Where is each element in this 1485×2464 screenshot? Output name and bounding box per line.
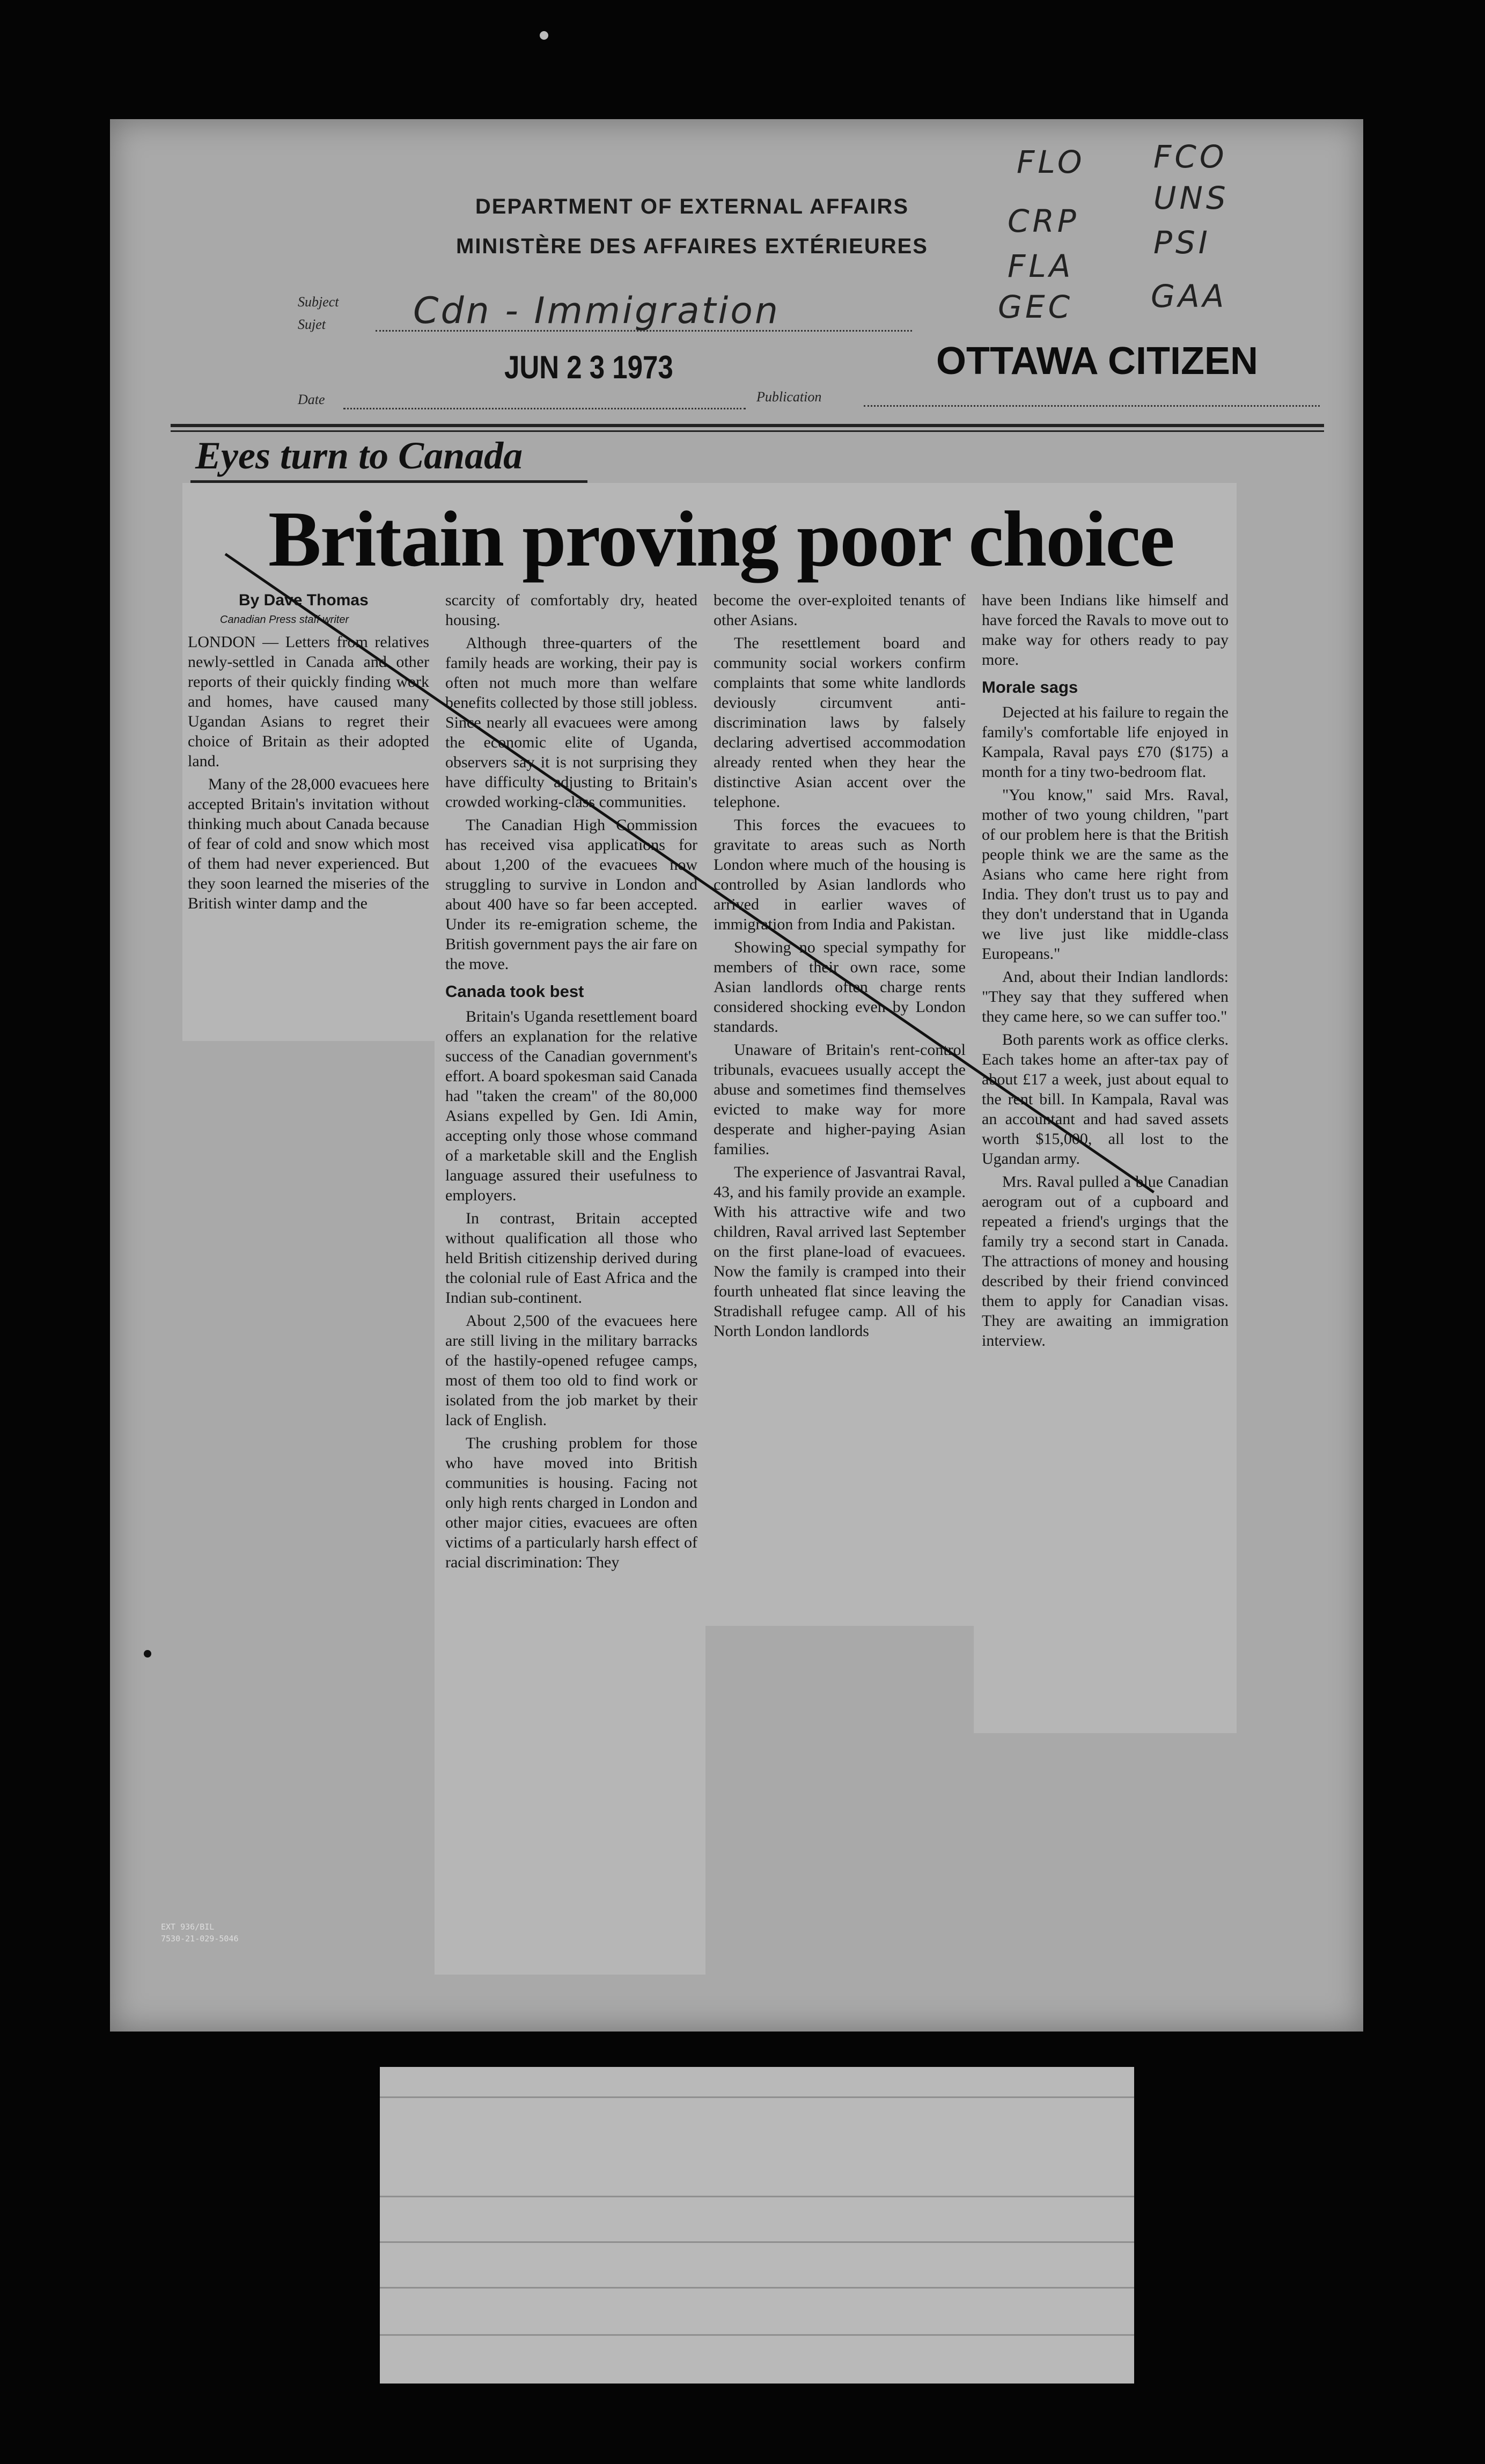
form-code-line: 7530-21-029-5046 [161, 1934, 239, 1944]
date-line [343, 408, 746, 409]
paragraph: The experience of Jasvantrai Raval, 43, and his family provide an example. With his attractive wife and two children, Raval arrived last September on the first plane-load of evacuees. Now the family is cramped into their fourth unheated flat since leaving the Stradishall refugee camp. All of his North London landlords [714, 1163, 966, 1340]
routing-code: PSI [1153, 224, 1211, 261]
header-rule [171, 424, 1324, 427]
paragraph: In contrast, Britain accepted without qualification all those who held British citizenship derived during the colonial rule of East Africa and the Indian sub-continent. [445, 1209, 697, 1307]
form-code-line: EXT 936/BIL [161, 1922, 215, 1932]
form-code [161, 1921, 239, 1945]
publication-stamp: OTTAWA CITIZEN [936, 340, 1258, 383]
card-rule [380, 2196, 1134, 2197]
byline-credit: Canadian Press staff writer [220, 614, 349, 626]
subheading-canada-took-best: Canada took best [445, 982, 584, 1001]
routing-code: CRP [1008, 203, 1079, 239]
paragraph: have been Indians like himself and have forced the Ravals to move out to make way for others ready to pay more. [982, 591, 1229, 669]
paragraph: About 2,500 of the evacuees here are still living in the military barracks of the hastily-opened refugee camps, most of them too old to find work or isolated from the job market by their lack of English. [445, 1312, 697, 1429]
date-label: Date [298, 392, 325, 407]
paragraph: "You know," said Mrs. Raval, mother of two young children, "part of our problem here is that the British people think we are the same as the Asians who came here right from India. They don't trust us to pay and they don't understand that in Uganda we live just like middle-class Europeans." [982, 786, 1229, 963]
paragraph: And, about their Indian landlords: "They say that they suffered when they came here, so we can suffer too." [982, 968, 1229, 1025]
routing-code: GAA [1151, 278, 1227, 314]
article-column-4 [982, 590, 1229, 1354]
article-column-1 [188, 590, 429, 916]
paragraph: Many of the 28,000 evacuees here accepted Britain's invitation without thinking much about Canada because of fear of cold and snow which most of them had never experienced. But they soon learned the miseries of the British winter damp and the [188, 775, 429, 912]
paragraph: Showing no special sympathy for members of their own race, some Asian landlords often charge rents considered shocking even by London standards. [714, 938, 966, 1036]
publication-line [864, 405, 1320, 407]
byline: By Dave Thomas [239, 591, 369, 609]
paragraph: become the over-exploited tenants of other Asians. [714, 591, 966, 629]
article-column-2 [445, 590, 697, 1575]
publication-label: Publication [756, 389, 822, 405]
routing-code: FLO [1017, 144, 1085, 180]
department-name-english: DEPARTMENT OF EXTERNAL AFFAIRS [475, 195, 909, 218]
paragraph: Britain's Uganda resettlement board offers an explanation for the relative success of the Canadian government's effort. A board spokesman said Canada had "taken the cream" of the 80,000 Asians expelled by Gen. Idi Amin, accepting only those whose command of a marketable skill and the English language assured their usefulness to employers. [445, 1008, 697, 1204]
routing-code: UNS [1153, 180, 1229, 216]
paragraph: The Canadian High Commission has received visa applications for about 1,200 of the evacuees now struggling to survive in London and about 400 have so far been accepted. Under its re-emigration scheme, the British government pays the air fare on the move. [445, 816, 697, 973]
department-name-french: MINISTÈRE DES AFFAIRES EXTÉRIEURES [456, 234, 928, 258]
article-column-3 [714, 590, 966, 1344]
card-rule [380, 2287, 1134, 2289]
paragraph: The resettlement board and community social workers confirm complaints that some white landlords deviously circumvent anti-discrimination laws by falsely declaring advertised accommodation already rented when they hear the distinctive Asian accent over the telephone. [714, 634, 966, 811]
header-rule-thin [171, 430, 1324, 432]
headline: Britain proving poor choice [268, 495, 1174, 583]
routing-code: FCO [1153, 138, 1227, 175]
card-rule [380, 2096, 1134, 2098]
date-stamp: JUN 2 3 1973 [504, 349, 673, 385]
paragraph: This forces the evacuees to gravitate to areas such as North London where much of the housing is controlled by Asian landlords who arrived in earlier waves of immigration from India and Pakistan. [714, 816, 966, 933]
routing-code: GEC [998, 289, 1074, 325]
film-speck [540, 31, 548, 40]
subject-line [376, 330, 912, 332]
routing-code: FLA [1008, 248, 1074, 284]
paragraph: Unaware of Britain's rent-control tribunals, evacuees usually accept the abuse and sometimes find themselves evicted to make way for more desperate and higher-paying Asian families. [714, 1041, 966, 1158]
paragraph: LONDON — Letters from relatives newly-settled in Canada and other reports of their quickly finding work and homes, have caused many Ugandan Asians to regret their choice of Britain as their adopted land. [188, 633, 429, 770]
kicker-rule [190, 480, 587, 483]
paragraph: Although three-quarters of the family heads are working, their pay is often not much more than welfare benefits collected by those still jobless. Since nearly all evacuees were among the economic elite of Uganda, observers say it is not surprising they have difficulty adjusting to Britain's crowded working-class communities. [445, 634, 697, 811]
card-rule [380, 2334, 1134, 2336]
subject-label: Subject [298, 294, 339, 310]
kicker: Eyes turn to Canada [195, 434, 523, 477]
paragraph: The crushing problem for those who have moved into British communities is housing. Facing not only high rents charged in London and other major cities, evacuees are often victims of a particularly harsh effect of racial discrimination: They [445, 1434, 697, 1571]
punch-hole [144, 1650, 151, 1658]
blank-index-card [380, 2067, 1134, 2384]
card-rule [380, 2241, 1134, 2243]
paragraph: scarcity of comfortably dry, heated housing. [445, 591, 697, 629]
paragraph: Mrs. Raval pulled a blue Canadian aerogram out of a cupboard and repeated a friend's urgings that the family try a second start in Canada. The attractions of money and housing described by their friend convinced them to apply for Canadian visas. They are awaiting an immigration interview. [982, 1173, 1229, 1350]
subheading-morale-sags: Morale sags [982, 678, 1078, 696]
paragraph: Both parents work as office clerks. Each takes home an after-tax pay of about £17 a week, just about equal to the rent bill. In Kampala, Raval was an accountant and had saved assets worth $15,000, all lost to the Ugandan army. [982, 1031, 1229, 1168]
paragraph: Dejected at his failure to regain the family's comfortable life enjoyed in Kampala, Raval pays £70 ($175) a month for a tiny two-bedroom flat. [982, 703, 1229, 781]
subject-label-fr: Sujet [298, 317, 326, 332]
subject-handwritten: Cdn - Immigration [413, 290, 780, 332]
